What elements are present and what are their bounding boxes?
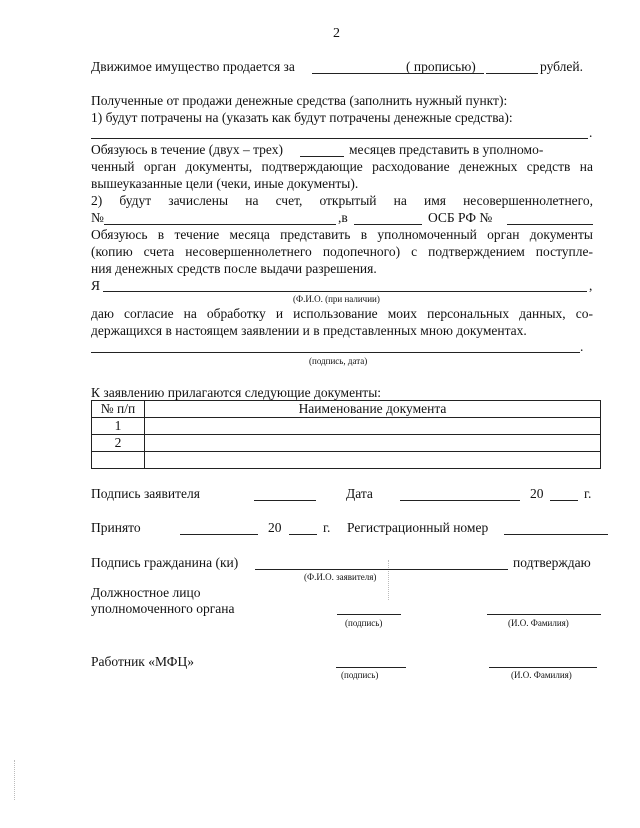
official-label-line2: уполномоченного органа [91,601,235,616]
account-date-field[interactable] [354,224,422,225]
osb-label: ОСБ РФ № [428,210,493,225]
accepted-year-field[interactable] [289,534,317,535]
mfc-signature-field[interactable] [336,667,406,668]
consent-ya: Я [91,278,101,293]
consent-comma: , [589,278,593,293]
column-header-document: Наименование документа [145,401,601,418]
consent-signature-field[interactable] [91,352,580,353]
year-field[interactable] [550,500,578,501]
undertake2-line1: Обязуюсь в течение месяца представить в уполномоченный орган документы [91,227,593,242]
consent-sign-caption: (подпись, дата) [309,356,368,366]
row-number: 2 [92,435,145,452]
applicant-fio-caption: (Ф.И.О. заявителя) [304,572,377,582]
consent-text-line2: держащихся в настоящем заявлении и в представленных мною документах. [91,323,527,338]
sale-in-words-underline [406,73,484,74]
official-signature-caption: (подпись) [345,618,383,628]
mfc-name-field[interactable] [489,667,597,668]
undertake1-line1-b: месяцев представить в уполномо- [349,142,544,157]
account-number-field[interactable] [104,224,336,225]
funds-intro: Полученные от продажи денежные средства (заполнить нужный пункт): [91,93,508,108]
table-row [92,418,601,435]
citizen-signature-label: Подпись гражданина (ки) [91,555,239,570]
sale-in-words-field[interactable] [486,73,538,74]
scan-artifact [14,760,15,800]
scan-artifact [388,560,389,600]
osb-number-field[interactable] [507,224,593,225]
official-name-field[interactable] [487,614,601,615]
consent-text-line1: даю согласие на обработку и использование моих персональных данных, со- [91,306,593,321]
table-row [92,452,601,469]
document-name-cell[interactable] [145,452,601,469]
account-number-sign: № [91,210,104,225]
applicant-signature-label: Подпись заявителя [91,486,200,501]
sale-suffix: рублей. [540,59,584,74]
consent-fio-field[interactable] [103,291,587,292]
registration-number-field[interactable] [504,534,608,535]
mfc-employee-label: Работник «МФЦ» [91,654,194,669]
funds-item1: 1) будут потрачены на (указать как будут потрачены денежные средства): [91,110,513,125]
undertake1-line1-a: Обязуюсь в течение (двух – трех) [91,142,283,157]
column-header-number: № п/п [92,401,145,418]
consent-dot: . [580,339,584,354]
attachments-title: К заявлению прилагаются следующие документы: [91,385,382,400]
accepted-label: Принято [91,520,141,535]
accepted-year-suffix: г. [323,520,331,535]
year-prefix: 20 [530,486,544,501]
row-number [92,452,145,469]
applicant-signature-field[interactable] [254,500,316,501]
official-name-caption: (И.О. Фамилия) [508,618,569,628]
year-suffix: г. [584,486,592,501]
consent-fio-caption: (Ф.И.О. (при наличии) [293,294,380,304]
months-count-field[interactable] [300,156,344,157]
mfc-name-caption: (И.О. Фамилия) [511,670,572,680]
confirms-text: подтверждаю [513,555,591,570]
accepted-year-prefix: 20 [268,520,282,535]
funds-item2-line1: 2) будут зачислены на счет, открытый на имя несовершеннолетнего, [91,193,593,208]
official-label-line1: Должностное лицо [91,585,201,600]
sale-amount-field[interactable] [312,73,406,74]
row-number: 1 [92,418,145,435]
citizen-fio-field[interactable] [255,569,508,570]
table-row [92,435,601,452]
undertake1-line3: вышеуказанные цели (чеки, иные документы). [91,176,359,191]
document-name-cell[interactable] [145,435,601,452]
accepted-date-field[interactable] [180,534,258,535]
page-number: 2 [333,26,340,41]
undertake1-line2: ченный орган документы, подтверждающие расходование денежных средств на [91,159,593,174]
sale-prefix: Движимое имущество продается за [91,59,295,74]
document-name-cell[interactable] [145,418,601,435]
date-label: Дата [346,486,373,501]
registration-number-label: Регистрационный номер [347,520,489,535]
undertake2-line2: (копию счета несовершеннолетнего подопечного) с подтверждением поступле- [91,244,593,259]
funds-purpose-field[interactable] [91,138,588,139]
mfc-signature-caption: (подпись) [341,670,379,680]
account-in-label: ,в [338,210,348,225]
date-field[interactable] [400,500,520,501]
undertake2-line3: ния денежных средств после выдачи разрешения. [91,261,377,276]
sale-in-words-label: ( прописью) [406,59,476,74]
table-header-row [92,401,601,418]
attachments-table [91,400,601,469]
official-signature-field[interactable] [337,614,401,615]
funds-purpose-dot: . [589,125,593,140]
